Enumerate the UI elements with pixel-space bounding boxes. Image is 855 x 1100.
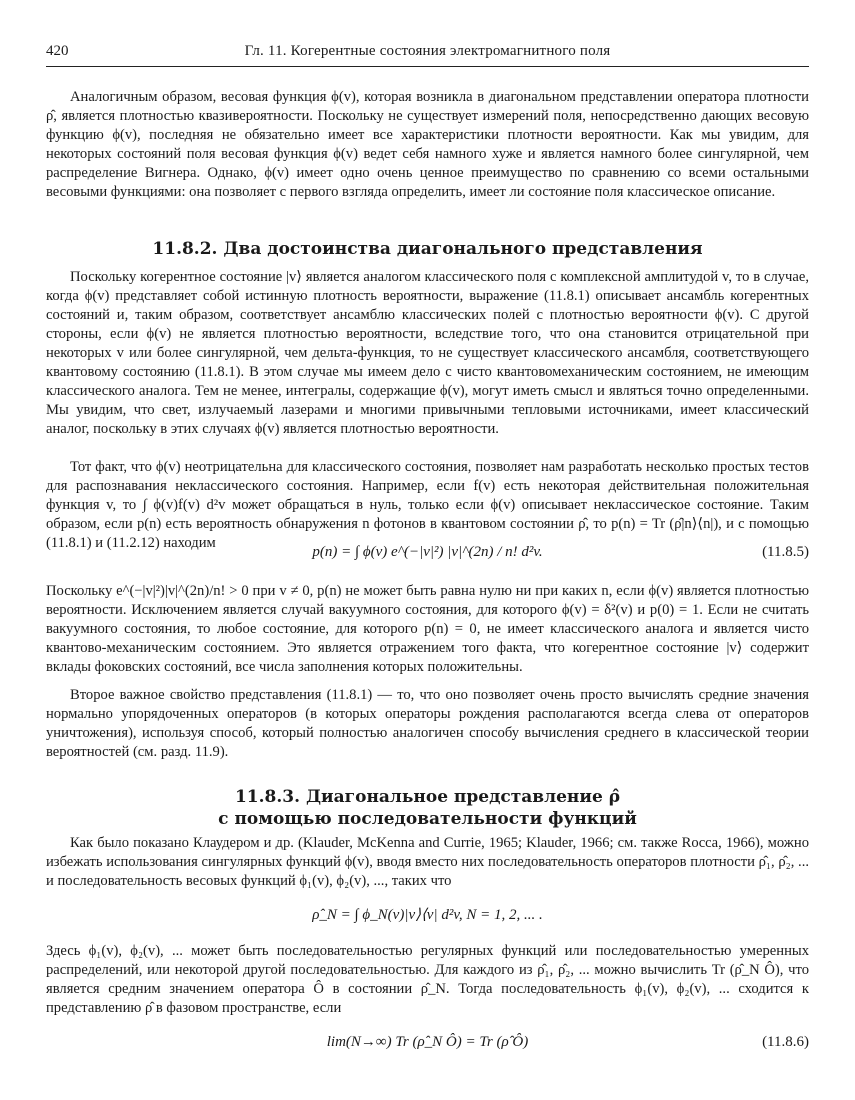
header-rule <box>46 66 809 67</box>
equation-11-8-6 <box>46 1022 809 1062</box>
equation-body: p(n) = ∫ ϕ(v) e^(−|v|²) |v|^(2n) / n! d²v. <box>312 544 543 560</box>
section-heading-11-8-3-line2: с помощью последовательности функций <box>218 809 637 829</box>
equation-rho-n <box>46 895 809 935</box>
equation-body: ρ̂_N = ∫ ϕ_N(v)|v⟩⟨v| d²v, N = 1, 2, ... . <box>312 907 543 923</box>
equation-body: lim(N→∞) Tr (ρ̂_N Ô) = Tr (ρ̂ Ô) <box>326 1034 529 1050</box>
paragraph-sequence-convergence: Здесь ϕ₁(v), ϕ₂(v), ... может быть последовательностью регулярных функций или последовательностью умеренных распределений, или некоторой другой последовательностью. Для каждого из ρ̂₁, ρ̂₂, ... можно вычислить Tr (ρ̂_N Ô), что является средним значением оператора Ô в состоянии ρ̂_N. Тогда последовательность ϕ₁(v), ϕ₂(v), ... сходится к представлению ρ̂ в фазовом пространстве, если <box>46 943 809 1016</box>
paragraph-vacuum-state: Поскольку e^(−|v|²)|v|^(2n)/n! > 0 при v ≠ 0, p(n) не может быть равна нулю ни при каких n, если ϕ(v) является плотностью вероятности. Исключением является случай вакуумного состояния, для которого ϕ(v) = δ²(v) и p(0) = 1. Если не считать вакуумного состояния, то любое состояние, для которого p(n) = 0, не имеет классического аналога и является чисто квантово-механическим состоянием. Это является отражением того факта, что когерентное состояние |v⟩ содержит вклады фоковских состояний, все числа заполнения которых положительны. <box>46 583 809 675</box>
page-number: 420 <box>46 43 69 59</box>
paragraph-klauder-sequence: Как было показано Клаудером и др. (Klauder, McKenna and Currie, 1965; Klauder, 1966; см. также Rocca, 1966), можно избежать использования сингулярных функций ϕ(v), вводя вместо них последовательность операторов плотности ρ̂₁, ρ̂₂, ... и последовательность весовых функций ϕ₁(v), ϕ₂(v), ..., таких что <box>46 835 809 889</box>
section-heading-11-8-2: 11.8.2. Два достоинства диагонального представления <box>152 239 703 259</box>
section-heading-11-8-3-line1: 11.8.3. Диагональное представление ρ̂ <box>234 787 621 807</box>
equation-11-8-5 <box>46 532 809 572</box>
paragraph-nonclassical-tests: Тот факт, что ϕ(v) неотрицательна для классического состояния, позволяет нам разработать несколько простых тестов для распознавания неклассического состояния. Например, если f(v) есть некоторая действительная положительная функция v, то ∫ ϕ(v)f(v) d²v может обращаться в нуль, только если ϕ(v) описывает неклассическое состояние. Таким образом, если p(n) есть вероятность обнаружения n фотонов в квантовом состоянии ρ̂, то p(n) = Tr (ρ̂|n⟩⟨n|), и с помощью (11.8.1) и (11.2.12) находим <box>46 459 809 551</box>
equation-number: (11.8.6) <box>762 1034 809 1050</box>
paragraph-classical-analog: Поскольку когерентное состояние |v⟩ является аналогом классического поля с комплексной амплитудой v, то в случае, когда ϕ(v) представляет собой истинную плотность вероятности, выражение (11.8.1) описывает ансамбль когерентных состояний и, таким образом, соответствует ансамблю классических полей с плотностью вероятности ϕ(v). С другой стороны, если ϕ(v) не является плотностью вероятности, вследствие того, что она становится отрицательной при некоторых v или более сингулярной, чем дельта-функция, то не существует классического ансамбля, соответствующего квантовому состоянию (11.8.1). В этом случае мы имеем дело с чисто квантовомеханическим состоянием, не имеющим классического аналога. Тем не менее, интегралы, содержащие ϕ(v), могут иметь смысл и являться точно определенными. Мы увидим, что свет, излучаемый лазерами и многими привычными тепловыми источниками, имеет классический аналог, поскольку в этих случаях ϕ(v) является плотностью вероятности. <box>46 269 809 437</box>
paragraph-normal-ordering: Второе важное свойство представления (11.8.1) — то, что оно позволяет очень просто вычислять средние значения нормально упорядоченных операторов (в которых операторы рождения располагаются всегда слева от операторов уничтожения), используя способ, который полностью аналогичен способу вычисления среднего в классической теории вероятностей (см. разд. 11.9). <box>46 687 809 760</box>
running-title: Гл. 11. Когерентные состояния электромагнитного поля <box>244 43 611 59</box>
equation-number: (11.8.5) <box>762 544 809 560</box>
paragraph-quasiprobability: Аналогичным образом, весовая функция ϕ(v), которая возникла в диагональном представлении оператора плотности ρ̂, является плотностью квазивероятности. Поскольку не существует измерений поля, непосредственно дающих весовую функцию ϕ(v), последняя не обязательно имеет все характеристики плотности вероятности. Как мы увидим, для некоторых состояний поля весовая функция ϕ(v) ведет себя намного хуже и является намного более сингулярной, чем распределение Вигнера. Однако, ϕ(v) имеет одно очень ценное преимущество по сравнению со всеми остальными весовыми функциями: она позволяет с первого взгляда определить, имеет ли состояние поля классическое описание. <box>46 89 809 200</box>
